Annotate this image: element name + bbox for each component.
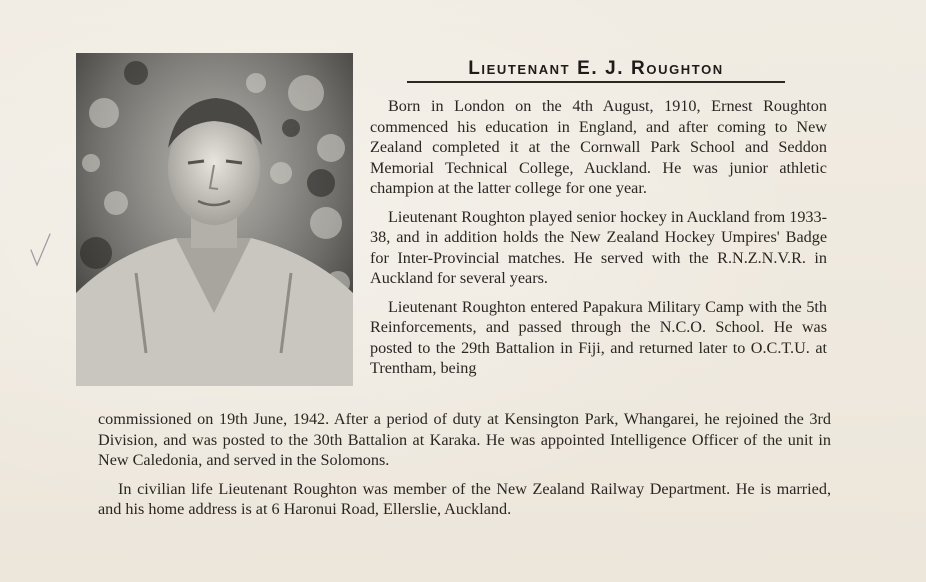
paragraph-civilian: In civilian life Lieutenant Roughton was member of the New Zealand Railway Department. He is married, and his home address is at 6 Haronui Road, Ellerslie, Auckland. [98,479,831,518]
pencil-check-mark-icon [28,232,54,270]
paragraph-birth: Born in London on the 4th August, 1910, Ernest Roughton commenced his education in England, and after coming to New Zealand completed it at the Cornwall Park School and Seddon Memorial Technical College, Auckland. He was junior athletic champion at the latter college for one year. [370,97,827,197]
text-column [370,96,827,387]
paragraph-military-end: commissioned on 19th June, 1942. After a period of duty at Kensington Park, Whangarei, he rejoined the 3rd Division, and was posted to the 30th Battalion at Karaka. He was appointed Intelligence Officer of the unit in New Caledonia, and served in the Solomons. [98,410,831,469]
title-underline [407,81,785,83]
portrait-photo [76,53,353,386]
page-title: Lieutenant E. J. Roughton [468,58,724,79]
paragraph-hockey: Lieutenant Roughton played senior hockey in Auckland from 1933-38, and in addition holds the New Zealand Hockey Umpires' Badge for Inter-Provincial matches. He served with the R.N.Z.N.V.R. in Auckland for several years. [370,207,827,287]
full-width-text [98,409,831,520]
paragraph-military-start: Lieutenant Roughton entered Papakura Military Camp with the 5th Reinforcements, and passed through the N.C.O. School. He was posted to the 29th Battalion in Fiji, and returned later to O.C.T.U. at Trentham, being [370,297,827,377]
